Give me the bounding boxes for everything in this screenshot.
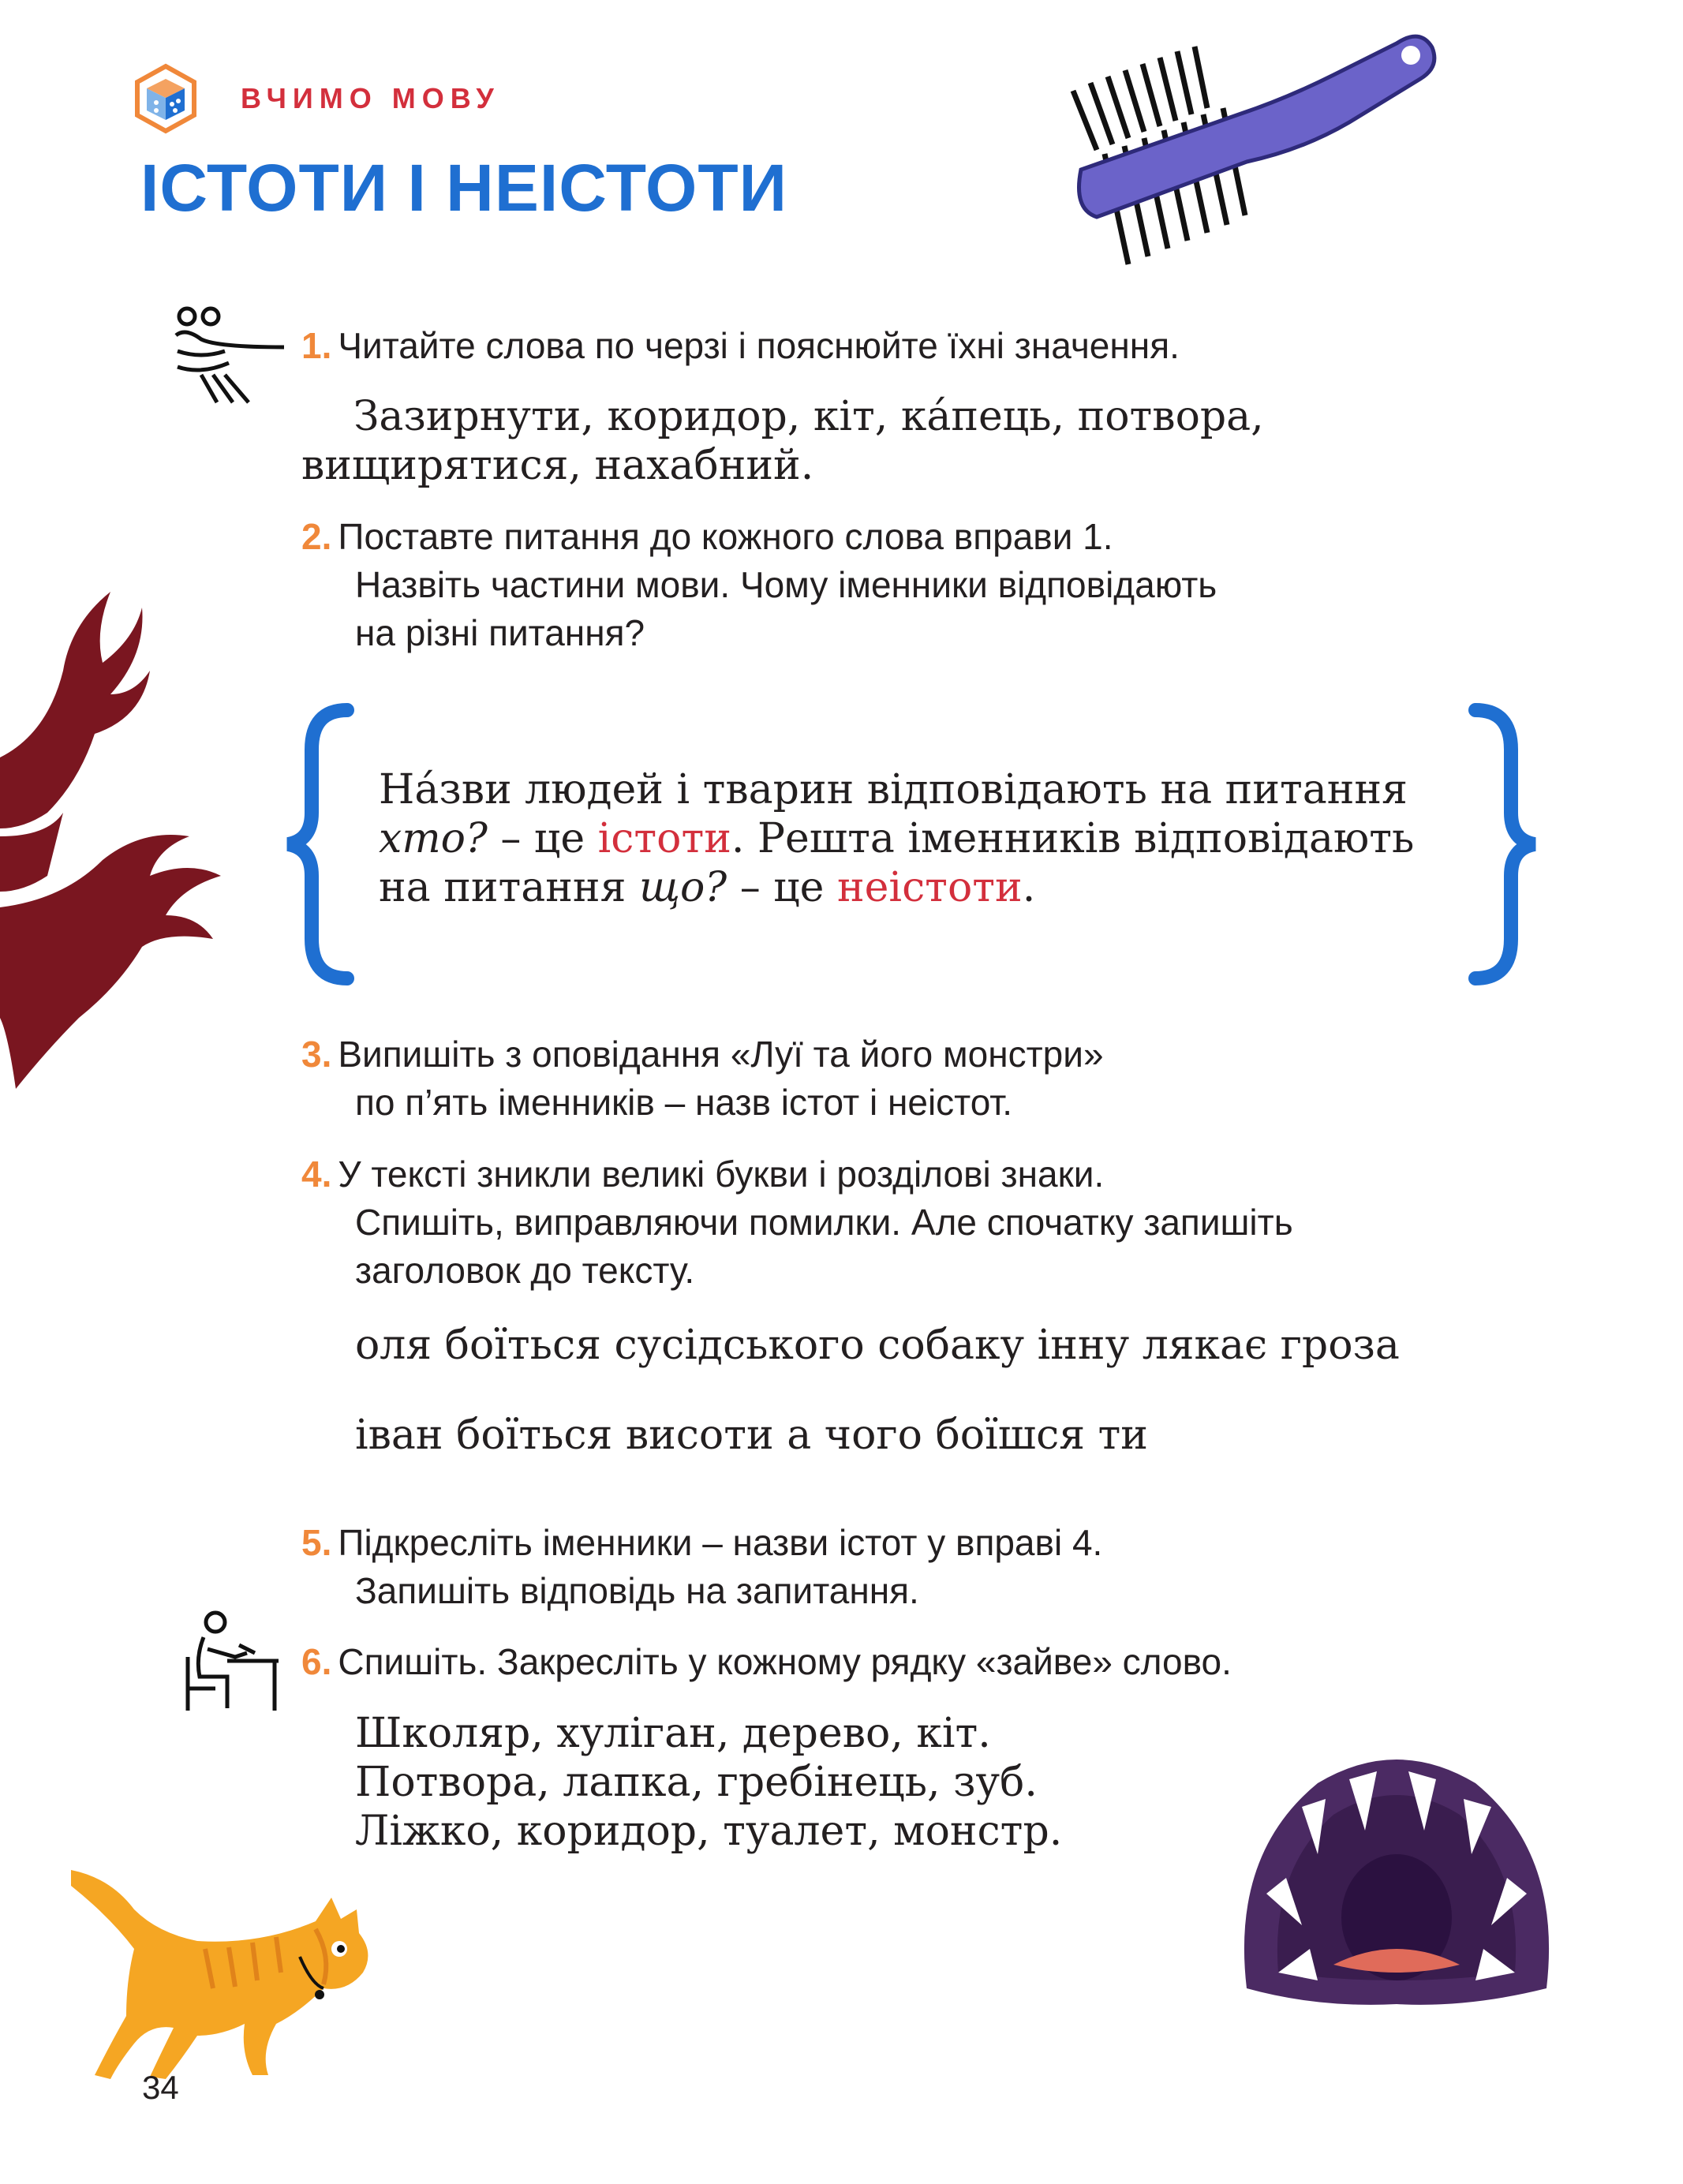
exercise-1-number: 1. <box>301 325 332 366</box>
exercise-4-number: 4. <box>301 1154 332 1195</box>
comb-icon <box>1049 12 1444 280</box>
monster-claw-icon <box>0 576 237 1128</box>
rule-line-3 <box>379 863 1414 912</box>
rule-line-3-end: . <box>1022 864 1036 911</box>
exercise-1-words-line-2: вищирятися, нахабний. <box>301 442 814 489</box>
rule-line-2-rest: . Решта іменників відповідають <box>731 815 1415 862</box>
page-title: ІСТОТИ І НЕІСТОТИ <box>140 151 788 225</box>
rule-line-1: На́зви людей і тварин відповідають на питання <box>379 766 1408 813</box>
exercise-1-words-line-1: Зазирнути, коридор, кіт, ка́пець, потвора, <box>353 393 1264 440</box>
exercise-5 <box>301 1519 1102 1615</box>
right-brace-icon <box>1464 702 1543 986</box>
rule-question-what: що? <box>638 864 727 911</box>
exercise-6-text: Спишіть. Закресліть у кожному рядку «зайве» слово. <box>338 1641 1232 1682</box>
exercise-2-number: 2. <box>301 516 332 557</box>
rule-term-inanimate: неістоти <box>837 864 1023 911</box>
page-number: 34 <box>142 2069 179 2106</box>
exercise-1-text: Читайте слова по черзі і пояснюйте їхні значення. <box>338 325 1180 366</box>
exercise-1-instruction <box>301 322 1180 370</box>
exercise-4-line-2: Спишіть, виправляючи помилки. Але спочатку запишіть <box>355 1202 1293 1243</box>
exercise-6-instruction <box>301 1638 1232 1686</box>
exercise-1-words <box>301 392 1264 490</box>
exercise-6-row-1: Школяр, хуліган, дерево, кіт. <box>355 1710 991 1757</box>
exercise-6-row-3: Ліжко, коридор, туалет, монстр. <box>355 1808 1063 1855</box>
pair-work-icon <box>170 304 288 406</box>
exercise-2 <box>301 513 1217 657</box>
rule-line-2 <box>379 814 1414 863</box>
rule-term-animate: істоти <box>597 815 731 862</box>
exercise-4-line-3: заголовок до тексту. <box>355 1250 695 1291</box>
exercise-4-text-line-1: оля боїться сусідського собаку інну лякає гроза <box>355 1322 1400 1369</box>
dice-icon <box>134 63 197 134</box>
exercise-3 <box>301 1030 1104 1127</box>
rule-question-who: хто? <box>379 815 488 862</box>
monster-mouth-icon <box>1231 1736 1562 2020</box>
section-label: ВЧИМО МОВУ <box>241 82 500 114</box>
exercise-2-line-3: на різні питання? <box>355 612 645 653</box>
left-brace-icon <box>280 702 359 986</box>
exercise-3-line-2: по п’ять іменників – назв істот і неістот. <box>355 1082 1013 1123</box>
exercise-6-rows <box>355 1709 1062 1856</box>
rule-line-3-prefix: на питання <box>379 864 639 911</box>
writing-icon <box>180 1610 282 1712</box>
exercise-2-line-1: Поставте питання до кожного слова вправи 1. <box>338 516 1113 557</box>
rule-dash: – це <box>487 815 598 862</box>
exercise-4 <box>301 1150 1293 1295</box>
exercise-2-line-2: Назвіть частини мови. Чому іменники відповідають <box>355 564 1217 605</box>
exercise-3-number: 3. <box>301 1034 332 1075</box>
exercise-4-text-line-2: іван боїться висоти а чого боїшся ти <box>355 1412 1148 1459</box>
exercise-6-number: 6. <box>301 1641 332 1682</box>
exercise-5-line-1: Підкресліть іменники – назви істот у вправі 4. <box>338 1522 1103 1563</box>
exercise-5-line-2: Запишіть відповідь на запитання. <box>355 1570 919 1611</box>
cat-icon <box>63 1854 387 2091</box>
rule-text <box>379 765 1414 912</box>
exercise-3-line-1: Випишіть з оповідання «Луї та його монстри» <box>338 1034 1104 1075</box>
exercise-6-row-2: Потвора, лапка, гребінець, зуб. <box>355 1759 1038 1806</box>
rule-dash: – це <box>727 864 837 911</box>
exercise-4-line-1: У тексті зникли великі букви і розділові знаки. <box>338 1154 1105 1195</box>
exercise-5-number: 5. <box>301 1522 332 1563</box>
